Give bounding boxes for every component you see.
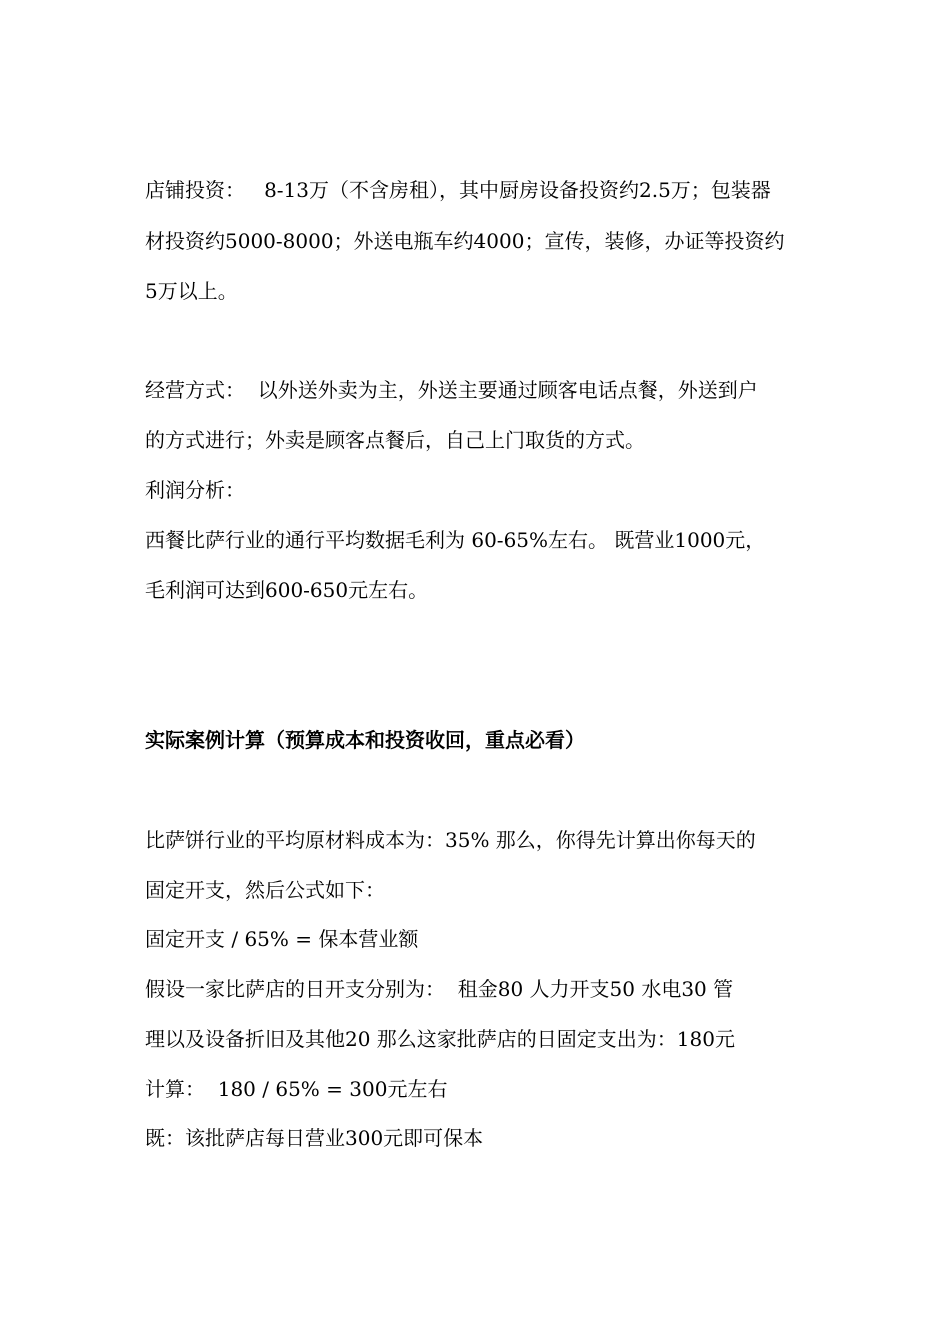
case-line: 理以及设备折旧及其他20 那么这家批萨店的日固定支出为：180元 [145,1027,735,1051]
profit-line: 西餐比萨行业的通行平均数据毛利为 60-65%左右。 既营业1000元， [145,528,766,552]
investment-line: 5万以上。 [145,279,238,303]
profit-heading: 利润分析： [145,478,245,502]
profit-line: 毛利润可达到600-650元左右。 [145,578,429,602]
case-heading: 实际案例计算（预算成本和投资收回，重点必看） [145,728,585,752]
case-line: 比萨饼行业的平均原材料成本为：35% 那么，你得先计算出你每天的 [145,828,756,852]
case-calculation: 计算： 180 / 65% = 300元左右 [145,1077,448,1101]
case-line: 假设一家比萨店的日开支分别为： 租金80 人力开支50 水电30 管 [145,977,734,1001]
case-conclusion: 既：该批萨店每日营业300元即可保本 [145,1126,484,1150]
operation-line: 的方式进行；外卖是顾客点餐后，自己上门取货的方式。 [145,428,645,452]
investment-line: 店铺投资： 8-13万（不含房租），其中厨房设备投资约2.5万；包装器 [145,178,771,202]
investment-line: 材投资约5000-8000；外送电瓶车约4000；宣传，装修，办证等投资约 [145,229,785,253]
case-line: 固定开支，然后公式如下： [145,878,385,902]
case-formula: 固定开支 / 65% = 保本营业额 [145,927,419,951]
operation-line: 经营方式： 以外送外卖为主，外送主要通过顾客电话点餐，外送到户 [145,378,758,402]
